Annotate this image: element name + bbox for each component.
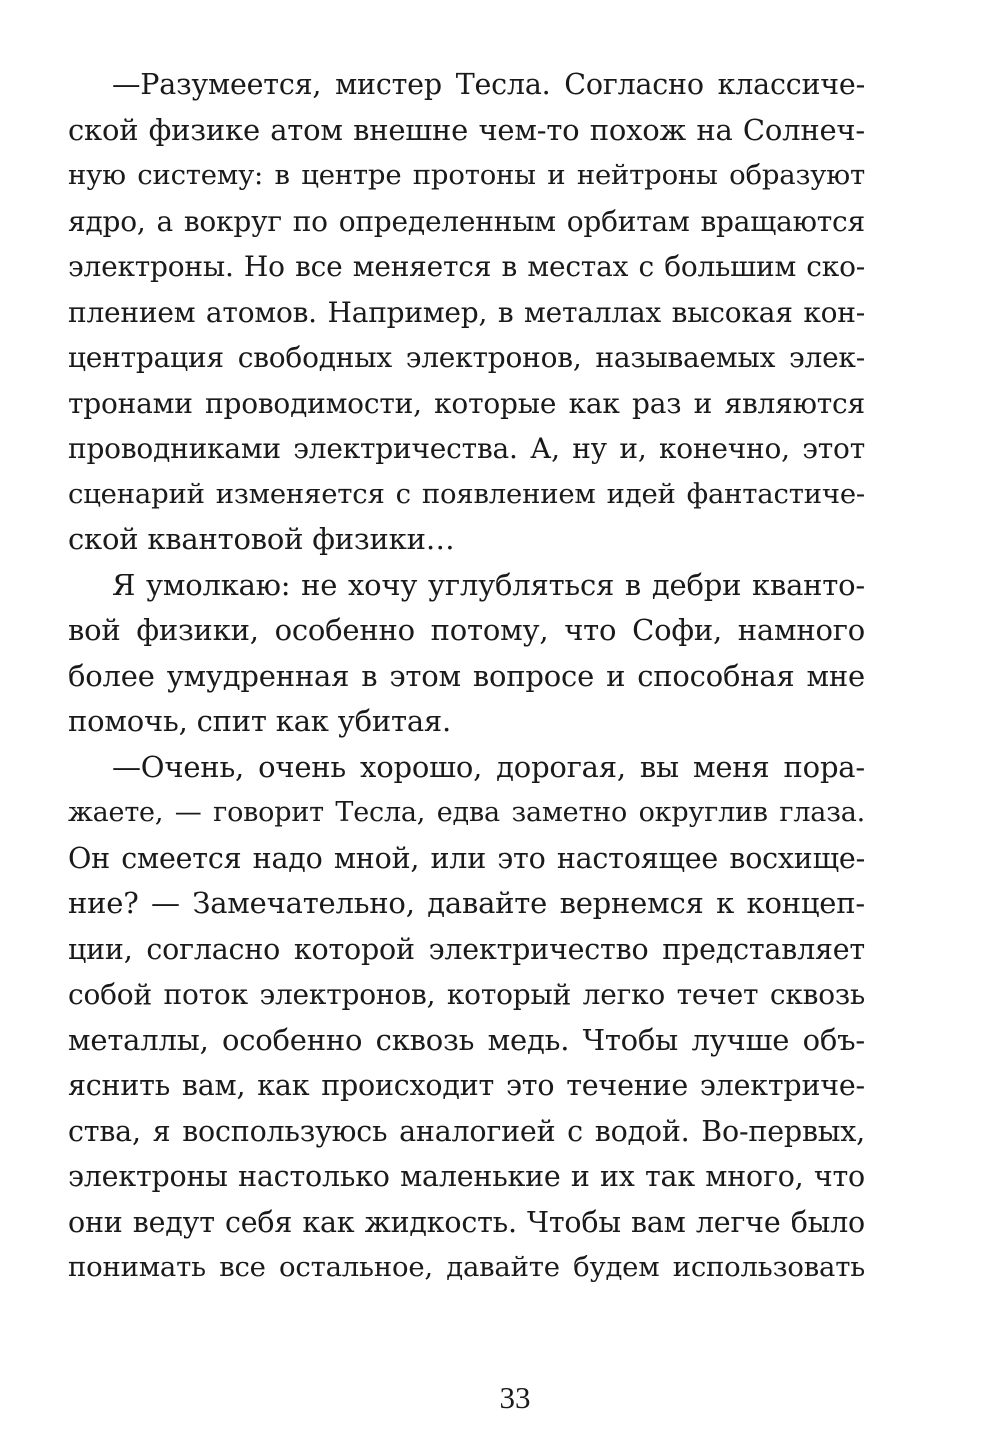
paragraph <box>68 62 865 563</box>
text-line: помочь, спит как убитая. <box>68 704 452 738</box>
text-line: собой поток электронов, который легко течет сквозь <box>68 978 865 1011</box>
text-line: ядро, а вокруг по определенным орбитам вращаются <box>68 204 865 238</box>
text-line: ской квантовой физики… <box>68 522 455 556</box>
text-line: Я умолкаю: не хочу углубляться в дебри кванто- <box>112 567 865 602</box>
text-line: ную систему: в центре протоны и нейтроны образуют <box>68 159 865 191</box>
paragraph <box>68 745 865 1291</box>
text-line: более умудренная в этом вопросе и способная мне <box>68 658 865 693</box>
page-number: 33 <box>499 1380 531 1415</box>
text-line: вой физики, особенно потому, что Софи, намного <box>68 613 865 647</box>
text-line: —Разумеется, мистер Тесла. Согласно классиче- <box>112 68 865 101</box>
text-line: понимать все остальное, давайте будем использовать <box>68 1251 865 1283</box>
paragraph <box>68 563 865 745</box>
text-line: ции, согласно которой электричество представляет <box>68 932 865 966</box>
text-line: плением атомов. Например, в металлах высокая кон- <box>68 295 865 329</box>
text-line: Он смеется надо мной, или это настоящее восхище- <box>68 841 865 875</box>
text-line: жаете, — говорит Тесла, едва заметно округлив глаза. <box>68 797 865 828</box>
text-line: электроны настолько маленькие и их так много, что <box>68 1160 865 1193</box>
text-line: металлы, особенно сквозь медь. Чтобы лучше объ- <box>68 1022 865 1057</box>
body-text <box>68 62 865 1291</box>
text-line: яснить вам, как происходит это течение электриче- <box>68 1069 865 1102</box>
text-line: тронами проводимости, которые как раз и являются <box>68 386 865 420</box>
text-line: ства, я воспользуюсь аналогией с водой. Во-первых, <box>68 1114 865 1148</box>
text-line: —Очень, очень хорошо, дорогая, вы меня пора- <box>112 749 865 784</box>
text-line: они ведут себя как жидкость. Чтобы вам легче было <box>68 1205 865 1239</box>
text-line: сценарий изменяется с появлением идей фантастиче- <box>68 477 865 510</box>
text-line: ской физике атом внешне чем-то похож на Солнеч- <box>68 112 865 147</box>
text-line: ние? — Замечательно, давайте вернемся к концеп- <box>68 886 865 920</box>
text-line: электроны. Но все меняется в местах с большим ско- <box>68 250 865 283</box>
text-line: проводниками электричества. А, ну и, конечно, этот <box>68 432 865 465</box>
text-line: центрация свободных электронов, называемых элек- <box>68 341 865 374</box>
